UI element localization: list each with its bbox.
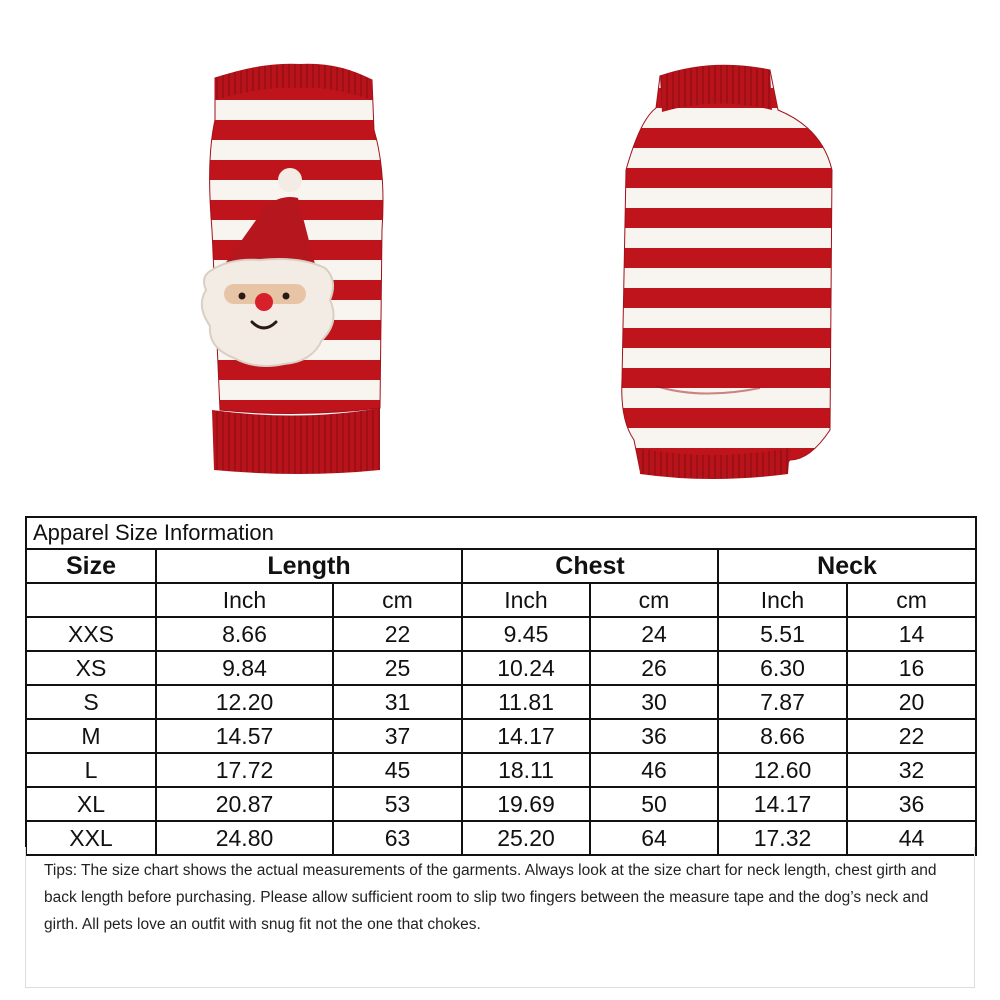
unit-chest-cm: cm xyxy=(590,583,718,617)
cell-length-inch: 9.84 xyxy=(156,651,333,685)
cell-length-cm: 31 xyxy=(333,685,462,719)
cell-length-inch: 24.80 xyxy=(156,821,333,855)
cell-chest-inch: 10.24 xyxy=(462,651,590,685)
cell-chest-cm: 30 xyxy=(590,685,718,719)
cell-chest-inch: 19.69 xyxy=(462,787,590,821)
cell-chest-cm: 26 xyxy=(590,651,718,685)
cell-length-inch: 12.20 xyxy=(156,685,333,719)
cell-neck-inch: 5.51 xyxy=(718,617,847,651)
cell-size: M xyxy=(26,719,156,753)
tips-text: Tips: The size chart shows the actual measurements of the garments. Always look at the size chart for neck length, chest girth and back length before purchasing. Please allow sufficient room to slip two fingers between the measure tape and the dog’s neck and girth. All pets love an outfit with snug fit not the one that chokes. xyxy=(25,847,975,988)
cell-chest-inch: 18.11 xyxy=(462,753,590,787)
unit-blank xyxy=(26,583,156,617)
unit-neck-inch: Inch xyxy=(718,583,847,617)
unit-neck-cm: cm xyxy=(847,583,976,617)
unit-length-cm: cm xyxy=(333,583,462,617)
table-row xyxy=(26,617,976,651)
cell-length-cm: 25 xyxy=(333,651,462,685)
cell-chest-inch: 14.17 xyxy=(462,719,590,753)
header-size: Size xyxy=(26,549,156,583)
cell-neck-cm: 20 xyxy=(847,685,976,719)
unit-chest-inch: Inch xyxy=(462,583,590,617)
cell-length-inch: 14.57 xyxy=(156,719,333,753)
cell-length-inch: 17.72 xyxy=(156,753,333,787)
cell-neck-inch: 14.17 xyxy=(718,787,847,821)
sweater-back-image xyxy=(622,65,832,479)
cell-length-inch: 8.66 xyxy=(156,617,333,651)
table-row xyxy=(26,685,976,719)
cell-size: XL xyxy=(26,787,156,821)
cell-chest-cm: 36 xyxy=(590,719,718,753)
cell-chest-inch: 9.45 xyxy=(462,617,590,651)
cell-neck-inch: 6.30 xyxy=(718,651,847,685)
cell-size: S xyxy=(26,685,156,719)
unit-length-inch: Inch xyxy=(156,583,333,617)
cell-size: L xyxy=(26,753,156,787)
table-row xyxy=(26,719,976,753)
cell-chest-cm: 46 xyxy=(590,753,718,787)
cell-chest-cm: 64 xyxy=(590,821,718,855)
table-row xyxy=(26,651,976,685)
cell-length-cm: 45 xyxy=(333,753,462,787)
header-neck: Neck xyxy=(718,549,976,583)
size-chart xyxy=(25,516,975,851)
cell-length-inch: 20.87 xyxy=(156,787,333,821)
cell-chest-inch: 25.20 xyxy=(462,821,590,855)
cell-neck-inch: 7.87 xyxy=(718,685,847,719)
cell-neck-cm: 44 xyxy=(847,821,976,855)
sweater-front-image xyxy=(202,64,383,474)
cell-length-cm: 22 xyxy=(333,617,462,651)
cell-length-cm: 63 xyxy=(333,821,462,855)
cell-neck-cm: 22 xyxy=(847,719,976,753)
cell-neck-cm: 16 xyxy=(847,651,976,685)
header-chest: Chest xyxy=(462,549,718,583)
cell-size: XS xyxy=(26,651,156,685)
cell-neck-inch: 8.66 xyxy=(718,719,847,753)
cell-length-cm: 37 xyxy=(333,719,462,753)
cell-neck-inch: 17.32 xyxy=(718,821,847,855)
cell-neck-cm: 36 xyxy=(847,787,976,821)
cell-chest-cm: 50 xyxy=(590,787,718,821)
table-row xyxy=(26,753,976,787)
cell-chest-cm: 24 xyxy=(590,617,718,651)
cell-neck-inch: 12.60 xyxy=(718,753,847,787)
cell-neck-cm: 32 xyxy=(847,753,976,787)
table-title: Apparel Size Information xyxy=(26,517,976,549)
cell-size: XXL xyxy=(26,821,156,855)
cell-neck-cm: 14 xyxy=(847,617,976,651)
cell-size: XXS xyxy=(26,617,156,651)
header-length: Length xyxy=(156,549,462,583)
table-row xyxy=(26,787,976,821)
size-table xyxy=(25,516,977,856)
cell-chest-inch: 11.81 xyxy=(462,685,590,719)
cell-length-cm: 53 xyxy=(333,787,462,821)
